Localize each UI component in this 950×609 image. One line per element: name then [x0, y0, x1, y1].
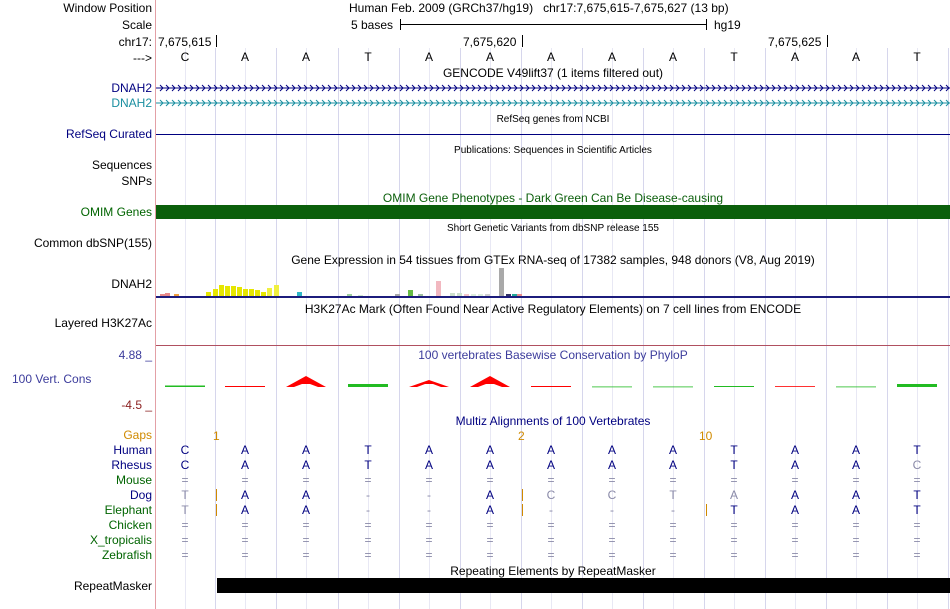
aligned-base: A	[546, 458, 555, 472]
aligned-base: A	[790, 503, 799, 517]
aligned-base: =	[791, 473, 799, 487]
aligned-base: =	[181, 518, 189, 532]
phylop-score-mark	[836, 387, 876, 388]
gencode-gene-label-1[interactable]: DNAH2	[111, 81, 152, 95]
aligned-base: T	[669, 488, 677, 502]
h3k27ac-track-title[interactable]: H3K27Ac Mark (Often Found Near Active Regulatory Elements) on 7 cell lines from ENCODE	[304, 302, 802, 316]
species-label[interactable]: Chicken	[108, 518, 152, 532]
species-label[interactable]: Dog	[129, 488, 152, 502]
aligned-base: =	[302, 518, 310, 532]
aligned-base: =	[364, 473, 372, 487]
aligned-base: =	[547, 518, 555, 532]
aligned-base: A	[301, 503, 310, 517]
aligned-base: =	[241, 518, 249, 532]
repeatmasker-track-title[interactable]: Repeating Elements by RepeatMasker	[450, 564, 656, 578]
phylop-score-mark	[775, 386, 815, 387]
aligned-base: =	[608, 533, 616, 547]
aligned-base: =	[547, 533, 555, 547]
gtex-gene-label[interactable]: DNAH2	[111, 277, 152, 291]
aligned-base: =	[730, 548, 738, 562]
aligned-base: =	[425, 548, 433, 562]
aligned-base: C	[180, 443, 190, 457]
coord-label-1: 7,675,615	[158, 35, 212, 49]
aligned-base: =	[730, 518, 738, 532]
base-letter: A	[851, 50, 860, 64]
aligned-base: A	[301, 443, 310, 457]
phylop-score-mark	[592, 387, 632, 388]
phylop-logo-letter	[470, 376, 510, 387]
aligned-base: =	[608, 548, 616, 562]
aligned-base: =	[547, 473, 555, 487]
gap-marker	[522, 489, 523, 501]
scale-label: Scale	[121, 18, 152, 32]
aligned-base: =	[913, 518, 921, 532]
omim-track-title[interactable]: OMIM Gene Phenotypes - Dark Green Can Be Disease-causing	[382, 191, 724, 205]
phylop-score-mark	[348, 384, 388, 387]
snps-track-label[interactable]: SNPs	[121, 174, 152, 188]
aligned-base: T	[730, 443, 738, 457]
aligned-base: A	[790, 488, 799, 502]
aligned-base: =	[486, 533, 494, 547]
base-letter: A	[790, 50, 799, 64]
chrom-label: chr17:	[118, 35, 152, 49]
aligned-base: =	[913, 533, 921, 547]
aligned-base: C	[180, 458, 190, 472]
phylop-score-mark	[531, 386, 571, 387]
aligned-base: A	[240, 488, 249, 502]
aligned-base: =	[425, 518, 433, 532]
species-label[interactable]: Elephant	[104, 503, 152, 517]
aligned-base: =	[913, 473, 921, 487]
aligned-base: A	[485, 488, 494, 502]
aligned-base: =	[913, 548, 921, 562]
aligned-base: =	[364, 518, 372, 532]
aligned-base: A	[607, 458, 616, 472]
base-letter: A	[301, 50, 310, 64]
aligned-base: A	[851, 503, 860, 517]
species-label[interactable]: Mouse	[115, 473, 152, 487]
base-letter: A	[668, 50, 677, 64]
aligned-base: A	[485, 443, 494, 457]
coord-label-3: 7,675,625	[768, 35, 822, 49]
aligned-base: =	[730, 473, 738, 487]
phylop-track-title[interactable]: 100 vertebrates Basewise Conservation by PhyloP	[418, 348, 688, 362]
aligned-base: T	[913, 443, 921, 457]
phylop-logo-letter	[286, 376, 326, 387]
aligned-base: T	[181, 488, 189, 502]
dbsnp-track-label[interactable]: Common dbSNP(155)	[33, 236, 152, 250]
aligned-base: A	[485, 503, 494, 517]
aligned-base: =	[241, 473, 249, 487]
scale-assembly: hg19	[714, 18, 741, 32]
aligned-base: =	[791, 518, 799, 532]
aligned-base: A	[424, 443, 433, 457]
aligned-base: A	[851, 458, 860, 472]
aligned-base: =	[608, 473, 616, 487]
gap-marker	[522, 504, 523, 516]
aligned-base: =	[364, 548, 372, 562]
aligned-base: A	[851, 443, 860, 457]
aligned-base: =	[486, 548, 494, 562]
gap-count-2: 2	[518, 429, 525, 443]
aligned-base: =	[547, 548, 555, 562]
species-label[interactable]: Rhesus	[111, 458, 152, 472]
gencode-gene-label-2[interactable]: DNAH2	[111, 96, 152, 110]
aligned-base: =	[852, 533, 860, 547]
aligned-base: =	[302, 548, 310, 562]
gtex-track-title[interactable]: Gene Expression in 54 tissues from GTEx RNA-seq of 17382 samples, 948 donors (V8, Aug 2019)	[291, 253, 815, 267]
phylop-score-mark	[897, 384, 937, 387]
aligned-base: A	[301, 458, 310, 472]
aligned-base: T	[730, 503, 738, 517]
aligned-base: =	[608, 518, 616, 532]
phylop-score-mark	[225, 386, 265, 387]
aligned-base: C	[546, 488, 556, 502]
publications-track-label[interactable]: Sequences	[91, 158, 152, 172]
phylop-max-value: 4.88 _	[118, 348, 152, 362]
aligned-base: -	[366, 503, 370, 517]
dbsnp-track-title[interactable]: Short Genetic Variants from dbSNP release 155	[447, 223, 659, 234]
aligned-base: =	[791, 533, 799, 547]
aligned-base: -	[671, 503, 675, 517]
species-label[interactable]: Zebrafish	[101, 548, 152, 562]
aligned-base: A	[240, 443, 249, 457]
species-label[interactable]: X_tropicalis	[89, 533, 152, 547]
aligned-base: =	[181, 548, 189, 562]
aligned-base: =	[302, 473, 310, 487]
aligned-base: =	[241, 548, 249, 562]
aligned-base: A	[790, 443, 799, 457]
aligned-base: -	[610, 503, 614, 517]
aligned-base: =	[181, 473, 189, 487]
aligned-base: =	[181, 533, 189, 547]
aligned-base: -	[366, 488, 370, 502]
aligned-base: C	[912, 458, 922, 472]
base-letter: A	[240, 50, 249, 64]
aligned-base: A	[668, 458, 677, 472]
window-position-label: Window Position	[63, 1, 152, 15]
base-letter: A	[424, 50, 433, 64]
omim-track-label[interactable]: OMIM Genes	[80, 205, 152, 219]
aligned-base: =	[669, 473, 677, 487]
phylop-min-value: -4.5 _	[121, 398, 152, 412]
gap-marker	[216, 504, 217, 516]
base-letter: T	[913, 50, 921, 64]
aligned-base: A	[301, 488, 310, 502]
aligned-base: -	[549, 503, 553, 517]
base-letter: A	[485, 50, 494, 64]
multiz-track-title[interactable]: Multiz Alignments of 100 Vertebrates	[455, 414, 651, 428]
aligned-base: =	[486, 473, 494, 487]
aligned-base: T	[913, 503, 921, 517]
species-label[interactable]: Human	[113, 443, 152, 457]
repeatmasker-track-label[interactable]: RepeatMasker	[73, 579, 152, 593]
aligned-base: =	[425, 533, 433, 547]
aligned-base: A	[240, 458, 249, 472]
aligned-base: =	[852, 473, 860, 487]
refseq-track-title[interactable]: RefSeq genes from NCBI	[496, 114, 610, 125]
multiz-gaps-label: Gaps	[123, 428, 152, 442]
aligned-base: A	[240, 503, 249, 517]
aligned-base: =	[852, 548, 860, 562]
aligned-base: A	[851, 488, 860, 502]
aligned-base: A	[424, 458, 433, 472]
aligned-base: =	[364, 533, 372, 547]
gap-marker	[216, 489, 217, 501]
publications-track-title[interactable]: Publications: Sequences in Scientific Articles	[454, 145, 652, 156]
base-letter: T	[730, 50, 738, 64]
assembly-position-text: Human Feb. 2009 (GRCh37/hg19) chr17:7,675,615-7,675,627 (13 bp)	[349, 1, 729, 15]
aligned-base: A	[546, 443, 555, 457]
aligned-base: A	[485, 458, 494, 472]
aligned-base: C	[607, 488, 617, 502]
gap-count-3: 10	[699, 429, 713, 443]
base-letter: C	[180, 50, 190, 64]
aligned-base: =	[730, 533, 738, 547]
phylop-logo-letter	[409, 380, 449, 387]
phylop-score-mark	[714, 386, 754, 387]
scale-bar-text: 5 bases	[351, 18, 394, 32]
aligned-base: T	[364, 443, 372, 457]
aligned-base: =	[852, 518, 860, 532]
h3k27ac-track-label[interactable]: Layered H3K27Ac	[54, 316, 152, 330]
aligned-base: =	[791, 548, 799, 562]
phylop-track-label[interactable]: 100 Vert. Cons	[12, 372, 92, 386]
aligned-base: T	[913, 488, 921, 502]
aligned-base: A	[729, 488, 738, 502]
aligned-base: =	[669, 518, 677, 532]
aligned-base: =	[425, 473, 433, 487]
aligned-base: -	[427, 503, 431, 517]
aligned-base: T	[730, 458, 738, 472]
base-letter: T	[364, 50, 372, 64]
aligned-base: T	[181, 503, 189, 517]
gencode-track-title[interactable]: GENCODE V49lift37 (1 items filtered out)	[442, 66, 664, 80]
base-letter: A	[546, 50, 555, 64]
phylop-score-mark	[165, 386, 205, 388]
repeat-element-bar[interactable]	[217, 578, 950, 593]
strand-label: --->	[133, 51, 152, 65]
coord-label-2: 7,675,620	[463, 35, 517, 49]
aligned-base: A	[668, 443, 677, 457]
aligned-base: A	[607, 443, 616, 457]
aligned-base: =	[669, 533, 677, 547]
aligned-base: =	[669, 548, 677, 562]
gap-marker	[706, 504, 707, 516]
aligned-base: A	[790, 458, 799, 472]
base-letter: A	[607, 50, 616, 64]
aligned-base: =	[241, 533, 249, 547]
aligned-base: =	[486, 518, 494, 532]
aligned-base: =	[302, 533, 310, 547]
phylop-score-mark	[653, 387, 693, 388]
aligned-base: -	[427, 488, 431, 502]
aligned-base: T	[364, 458, 372, 472]
refseq-track-label[interactable]: RefSeq Curated	[65, 127, 152, 141]
gap-count-1: 1	[213, 429, 220, 443]
